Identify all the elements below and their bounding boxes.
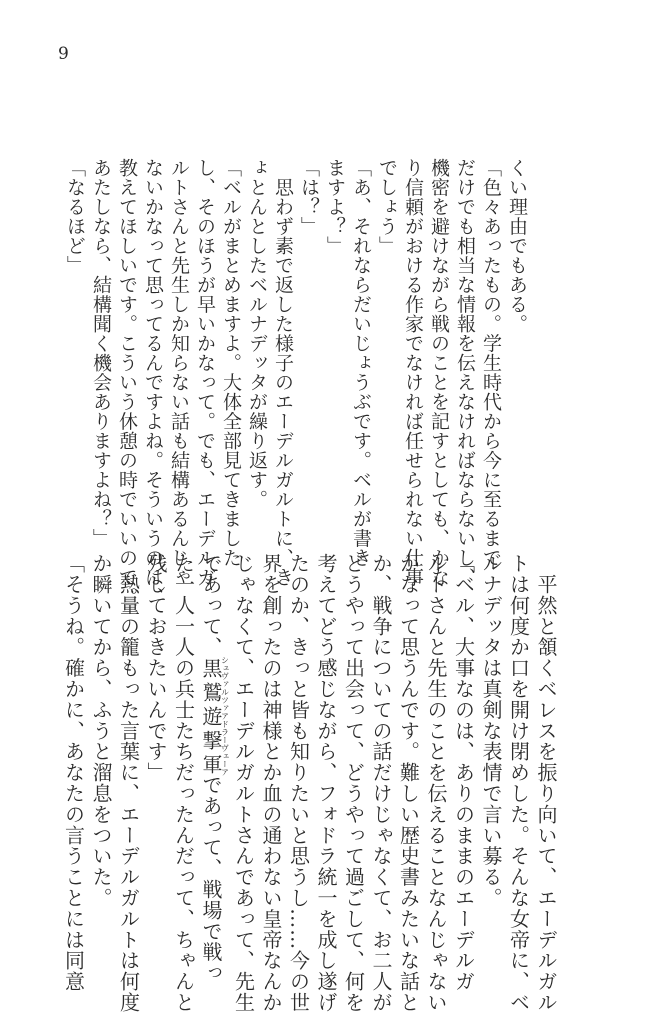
text-column: 「は？」	[298, 158, 320, 236]
text-column: か瞬いてから、ふうと溜息をついた。	[89, 553, 113, 909]
text-column: 界を創ったのは神様とか血の通わない皇帝なんか	[259, 553, 283, 1013]
text-column: たのか、きっと皆も知りたいと思うし……今の世	[286, 553, 311, 1013]
text-column: 「色々あったもの。学生時代から今に至るまで	[480, 158, 502, 568]
text-column: か、戦争についての話だけじゃなくて、お二人が	[369, 553, 393, 1013]
text-column: くい理由でもある。	[506, 158, 528, 334]
text-column: 思わず素で返した様子のエーデルガルトに、き	[272, 158, 294, 587]
page-number: 9	[58, 44, 69, 64]
text-column: ますよ？」	[324, 158, 346, 256]
text-column: あたしなら、結構聞く機会ありますよね？」	[90, 158, 112, 548]
text-column: ルトさんと先生しか知らない話も結構あるんじゃ	[168, 158, 190, 587]
text-column: 「ベルがまとめますよ。大体全部見てきました	[220, 158, 242, 568]
text-column: 残しておきたいんです」	[144, 553, 168, 783]
text-column: だけでも相当な情報を伝えなければならないし、	[454, 158, 476, 587]
ruby-annotation: シュヴァルツァアドラーヴェーア	[220, 655, 230, 776]
text-column: ょとんとしたベルナデッタが繰り返す。	[246, 158, 268, 509]
text-column: かなって思うんです。難しい歴史書みたいな話と	[396, 553, 421, 1013]
text-column: じゃなくて、エーデルガルトさんであって、先生	[231, 553, 256, 1013]
text-column: でしょう」	[376, 158, 398, 256]
text-column: 「なるほど」	[64, 158, 86, 275]
text-block-lower	[59, 553, 559, 1013]
text-column: 「そうね。確かに、あなたの言うことには同意	[61, 553, 86, 992]
text-column: 教えてほしいです。こういう休憩の時でいいので。	[116, 158, 138, 607]
text-column: 「ベル、大事なのは、ありのままのエーデルガ	[451, 553, 476, 992]
text-fragment: であって、戦場で戦っ	[199, 774, 223, 984]
text-column: トは何度か口を開け閉めした。そんな女帝に、ベ	[506, 553, 531, 1013]
text-column: た一人一人の兵士たちだったんだって、ちゃんと	[171, 553, 196, 1013]
text-column: し、そのほうが早いかなって。でも、エーデルガ	[194, 158, 216, 587]
text-fragment: であって、	[199, 553, 223, 658]
text-column: ないかなって思ってるんですよね。そういうのは、	[142, 158, 164, 607]
text-column	[197, 553, 230, 984]
text-column: ルナデッタは真剣な表情で言い募る。	[479, 553, 503, 909]
text-column: 平然と頷くベレスを振り向いて、エーデルガル	[534, 553, 558, 1013]
text-column: どうやって出会って、どうやって過ごして、何を	[341, 553, 366, 1013]
text-column: り信頼がおける作家でなければ任せられない仕事	[402, 158, 424, 587]
text-column: 機密を避けながら戦のことを記すとしても、かな	[428, 158, 450, 587]
text-column: 熱量の籠もった言葉に、エーデルガルトは何度	[116, 553, 141, 1013]
ruby-text	[199, 655, 230, 776]
text-column: 「あ、それならだいじょうぶです。ベルが書き	[350, 158, 372, 568]
ruby-base: 黒鷲遊撃軍	[199, 655, 223, 776]
text-column: 考えてどう感じながら、フォドラ統一を成し遂げ	[314, 553, 338, 1013]
text-column: ルトさんと先生のことを伝えることなんじゃない	[424, 553, 448, 1013]
